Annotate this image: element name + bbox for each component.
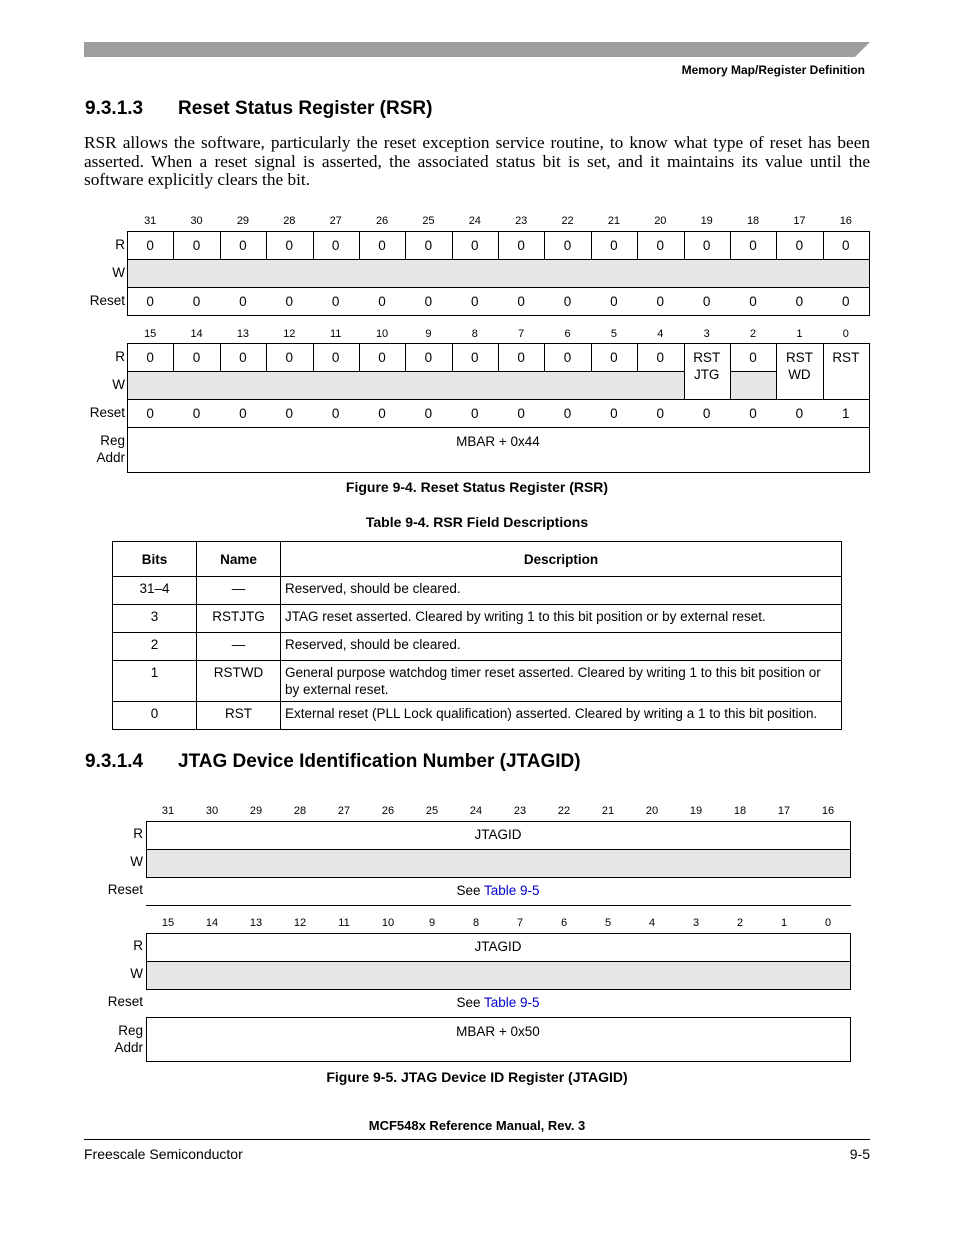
cell-bits: 0 — [113, 702, 197, 730]
read-value: 0 — [146, 238, 154, 253]
reset-value: 0 — [795, 294, 804, 309]
reset-value: 0 — [842, 294, 850, 309]
reset-value: 0 — [378, 294, 386, 309]
section-heading-rsr — [85, 98, 432, 120]
grid-line — [359, 343, 360, 371]
bit-number: 22 — [557, 805, 571, 817]
bit-number: 21 — [601, 805, 615, 817]
grid-line — [637, 343, 638, 371]
bit-number: 14 — [205, 917, 219, 929]
reset-value: 0 — [285, 294, 294, 309]
grid-line — [146, 905, 851, 906]
reset-value: 0 — [795, 406, 804, 421]
read-value: 0 — [331, 350, 340, 365]
row-label-r: R — [133, 826, 143, 841]
bit-number: 19 — [700, 215, 713, 227]
bit-number: 4 — [648, 917, 656, 929]
bit-number: 24 — [469, 805, 483, 817]
header-description: Description — [281, 542, 842, 577]
bit-number: 21 — [607, 215, 621, 227]
table-row — [113, 633, 842, 661]
bit-number: 7 — [516, 917, 524, 929]
bit-number: 30 — [205, 805, 219, 817]
grid-line — [498, 343, 499, 371]
bit-number: 5 — [610, 328, 617, 340]
reset-value: 0 — [146, 294, 154, 309]
grid-line — [850, 1017, 851, 1062]
bit-number: 24 — [468, 215, 481, 227]
read-value: 0 — [656, 238, 665, 253]
read-value: 0 — [795, 238, 804, 253]
bit-number: 0 — [842, 328, 849, 340]
bit-number: 27 — [329, 215, 342, 227]
reset-value: 0 — [239, 294, 247, 309]
cell-bits: 1 — [113, 661, 197, 702]
reset-value: 0 — [656, 294, 665, 309]
read-value: 0 — [192, 238, 201, 253]
grid-line — [146, 961, 851, 962]
table-row — [113, 605, 842, 633]
bit-number: 0 — [824, 917, 832, 929]
bit-number: 17 — [793, 215, 806, 227]
grid-line — [146, 821, 851, 822]
reset-value: 0 — [331, 406, 340, 421]
read-value: 0 — [471, 350, 479, 365]
bit-number: 27 — [337, 805, 351, 817]
bit-number: 14 — [190, 328, 203, 340]
read-value: 0 — [517, 238, 525, 253]
grid-line — [313, 343, 314, 371]
section-number: 9.3.1.3 — [85, 98, 144, 119]
bit-number: 22 — [561, 215, 574, 227]
read-value: RST — [832, 350, 860, 365]
bit-number: 1 — [796, 328, 803, 340]
cell-bits: 3 — [113, 605, 197, 633]
bit-number: 18 — [733, 805, 747, 817]
grid-line — [220, 343, 221, 371]
reset-value: 1 — [842, 406, 850, 421]
read-value: 0 — [563, 238, 572, 253]
cell-description: Reserved, should be cleared. — [281, 633, 842, 661]
bit-number: 31 — [161, 805, 175, 817]
read-value: 0 — [517, 350, 525, 365]
grid-line — [823, 343, 824, 399]
grid-line — [544, 343, 545, 371]
bit-number: 2 — [736, 917, 744, 929]
write-shade — [147, 962, 850, 989]
grid-line — [776, 343, 777, 399]
bit-number: 13 — [236, 328, 250, 340]
read-value: 0 — [331, 238, 340, 253]
grid-line — [127, 472, 870, 473]
bit-number: 25 — [425, 805, 439, 817]
read-value: 0 — [424, 350, 433, 365]
section-title: Reset Status Register (RSR) — [178, 98, 433, 119]
bit-number: 30 — [190, 215, 203, 227]
write-shade — [147, 850, 850, 877]
row-label-w: W — [130, 854, 143, 869]
reset-value: 0 — [239, 406, 247, 421]
read-value: 0 — [702, 238, 711, 253]
reset-value: 0 — [563, 406, 572, 421]
grid-line — [591, 343, 592, 371]
table-row — [113, 661, 842, 702]
read-value: 0 — [610, 238, 618, 253]
running-head: Memory Map/Register Definition — [681, 63, 865, 77]
bit-number: 2 — [750, 328, 757, 340]
grid-line — [730, 343, 731, 399]
grid-line — [127, 287, 870, 288]
section-number: 9.3.1.4 — [85, 751, 144, 772]
bit-number: 29 — [236, 215, 250, 227]
row-label-r: R — [133, 938, 143, 953]
bit-number: 8 — [472, 917, 480, 929]
bit-number: 13 — [249, 917, 263, 929]
reset-value: 0 — [424, 294, 433, 309]
bit-number: 1 — [780, 917, 788, 929]
rsr-field-table — [112, 541, 842, 730]
footer-manual-title: MCF548x Reference Manual, Rev. 3 — [368, 1118, 586, 1133]
reset-value: 0 — [702, 294, 711, 309]
row-label-w: W — [112, 377, 125, 392]
table-header-row — [113, 542, 842, 577]
bit-number: 18 — [746, 215, 760, 227]
reset-value: 0 — [517, 294, 525, 309]
reset-value: 0 — [285, 406, 294, 421]
grid-line — [869, 231, 870, 316]
bit-number: 9 — [428, 917, 436, 929]
bit-number: 28 — [283, 215, 296, 227]
header-bar — [84, 42, 870, 57]
bit-number: 23 — [515, 215, 528, 227]
read-value: 0 — [239, 350, 247, 365]
figure-9-4-caption: Figure 9-4. Reset Status Register (RSR) — [345, 479, 609, 495]
reset-see-text: See — [456, 883, 484, 898]
read-value: 0 — [749, 350, 757, 365]
bit-number: 10 — [381, 917, 395, 929]
bit-number: 10 — [375, 328, 389, 340]
row-label-r: R — [115, 237, 125, 252]
grid-line — [146, 989, 851, 990]
cell-description: JTAG reset asserted. Cleared by writing 1 to this bit position or by external reset. — [281, 605, 842, 633]
row-label-w: W — [130, 966, 143, 981]
bit-number: 15 — [144, 328, 157, 340]
read-value: 0 — [424, 238, 433, 253]
grid-line — [127, 399, 870, 400]
table-9-5-link[interactable]: Table 9-5 — [483, 995, 540, 1010]
bit-number: 20 — [654, 215, 667, 227]
bit-number: 11 — [329, 328, 342, 340]
bit-number: 8 — [471, 328, 478, 340]
read-value: 0 — [146, 350, 154, 365]
bit-number: 25 — [422, 215, 435, 227]
row-label-reset: Reset — [89, 405, 125, 420]
reset-value: 0 — [656, 406, 665, 421]
cell-description: Reserved, should be cleared. — [281, 577, 842, 605]
cell-name: RST — [197, 702, 281, 730]
bit-number: 19 — [689, 805, 703, 817]
bit-number: 6 — [560, 917, 568, 929]
reset-value: 0 — [192, 294, 201, 309]
grid-line — [146, 877, 851, 878]
footer-company: Freescale Semiconductor — [84, 1146, 243, 1162]
grid-line — [127, 259, 870, 260]
reset-value: 0 — [192, 406, 201, 421]
table-9-5-link[interactable]: Table 9-5 — [483, 883, 540, 898]
cell-name: RSTJTG — [197, 605, 281, 633]
grid-line — [127, 371, 685, 372]
table-9-4-caption: Table 9-4. RSR Field Descriptions — [365, 514, 589, 530]
bit-number: 12 — [293, 917, 307, 929]
footer-divider — [84, 1139, 870, 1140]
reset-see-text: See — [456, 995, 484, 1010]
jtagid-field-name: JTAGID — [474, 827, 522, 842]
reset-value — [146, 994, 850, 1011]
reset-value — [146, 882, 850, 899]
bit-number: 7 — [518, 328, 525, 340]
cell-name: — — [197, 577, 281, 605]
row-label-reset: Reset — [89, 293, 125, 308]
read-value: 0 — [378, 350, 386, 365]
reset-value: 0 — [471, 294, 479, 309]
grid-line — [146, 1017, 851, 1018]
cell-description: External reset (PLL Lock qualification) asserted. Cleared by writing a 1 to this bit position. — [281, 702, 842, 730]
jtagid-field-name: JTAGID — [474, 939, 522, 954]
reset-value: 0 — [749, 406, 757, 421]
read-value: 0 — [656, 350, 665, 365]
register-address: MBAR + 0x50 — [456, 1024, 540, 1039]
bit-number: 26 — [381, 805, 395, 817]
header-name: Name — [197, 542, 281, 577]
section-heading-jtagid — [85, 751, 581, 773]
read-value: 0 — [192, 350, 201, 365]
grid-line — [146, 849, 851, 850]
bit-number: 15 — [161, 917, 175, 929]
read-value: 0 — [563, 350, 572, 365]
grid-line — [127, 427, 870, 428]
write-shade — [731, 372, 776, 399]
footer-page-number: 9-5 — [849, 1146, 870, 1162]
bit-number: 3 — [692, 917, 700, 929]
bit-number: 11 — [338, 917, 350, 929]
cell-name: — — [197, 633, 281, 661]
cell-name: RSTWD — [197, 661, 281, 702]
grid-line — [730, 371, 777, 372]
bit-number: 29 — [249, 805, 263, 817]
table-row — [113, 577, 842, 605]
cell-description: General purpose watchdog timer reset asserted. Cleared by writing 1 to this bit position or by external reset. — [281, 661, 842, 702]
reset-value: 0 — [378, 406, 386, 421]
bit-number: 4 — [657, 328, 664, 340]
row-label-addr: Addr — [96, 450, 125, 465]
bit-number: 16 — [839, 215, 852, 227]
cell-bits: 2 — [113, 633, 197, 661]
grid-line — [869, 343, 870, 473]
cell-bits: 31–4 — [113, 577, 197, 605]
row-label-w: W — [112, 265, 125, 280]
read-value: RST JTG — [693, 350, 721, 382]
read-value: RST WD — [785, 350, 813, 382]
bit-number: 16 — [821, 805, 835, 817]
bit-number: 28 — [293, 805, 307, 817]
read-value: 0 — [239, 238, 247, 253]
section-title: JTAG Device Identification Number (JTAGID) — [178, 751, 581, 772]
figure-9-5-caption: Figure 9-5. JTAG Device ID Register (JTAGID) — [326, 1069, 628, 1085]
grid-line — [684, 343, 685, 399]
read-value: 0 — [610, 350, 618, 365]
grid-line — [173, 343, 174, 371]
read-value: 0 — [378, 238, 386, 253]
grid-line — [266, 343, 267, 371]
read-value: 0 — [285, 238, 294, 253]
register-address: MBAR + 0x44 — [456, 434, 540, 449]
bit-number: 23 — [513, 805, 527, 817]
write-shade — [128, 372, 684, 399]
bit-number: 31 — [144, 215, 157, 227]
row-label-reset: Reset — [107, 882, 143, 897]
reset-value: 0 — [146, 406, 154, 421]
reset-value: 0 — [749, 294, 757, 309]
bit-number: 17 — [777, 805, 791, 817]
read-value: 0 — [471, 238, 479, 253]
bit-number: 12 — [283, 328, 296, 340]
reset-value: 0 — [610, 406, 618, 421]
reset-value: 0 — [471, 406, 479, 421]
bit-number: 3 — [703, 328, 710, 340]
bit-number: 5 — [604, 917, 612, 929]
bit-number: 9 — [425, 328, 432, 340]
rsr-paragraph: RSR allows the software, particularly the reset exception service routine, to know what type of reset has been asserted. When a reset signal is asserted, the associated status bit is set, and it maintains its value until the software explicitly clears the bit. — [84, 133, 870, 190]
grid-line — [405, 343, 406, 371]
write-shade — [128, 260, 869, 287]
read-value: 0 — [749, 238, 757, 253]
bit-number: 20 — [645, 805, 659, 817]
reset-value: 0 — [702, 406, 711, 421]
reset-value: 0 — [424, 406, 433, 421]
header-bits: Bits — [113, 542, 197, 577]
reset-value: 0 — [331, 294, 340, 309]
grid-line — [452, 343, 453, 371]
bit-number: 26 — [375, 215, 389, 227]
row-label-reg: Reg — [118, 1023, 143, 1038]
row-label-addr: Addr — [114, 1040, 143, 1055]
row-label-reset: Reset — [107, 994, 143, 1009]
row-label-reg: Reg — [100, 433, 125, 448]
grid-line — [146, 933, 851, 934]
grid-line — [850, 821, 851, 878]
reset-value: 0 — [610, 294, 618, 309]
table-row — [113, 702, 842, 730]
read-value: 0 — [842, 238, 850, 253]
grid-line — [850, 933, 851, 990]
reset-value: 0 — [563, 294, 572, 309]
reset-value: 0 — [517, 406, 525, 421]
grid-line — [127, 315, 870, 316]
bit-number: 6 — [564, 328, 571, 340]
row-label-r: R — [115, 349, 125, 364]
read-value: 0 — [285, 350, 294, 365]
grid-line — [146, 1061, 851, 1062]
